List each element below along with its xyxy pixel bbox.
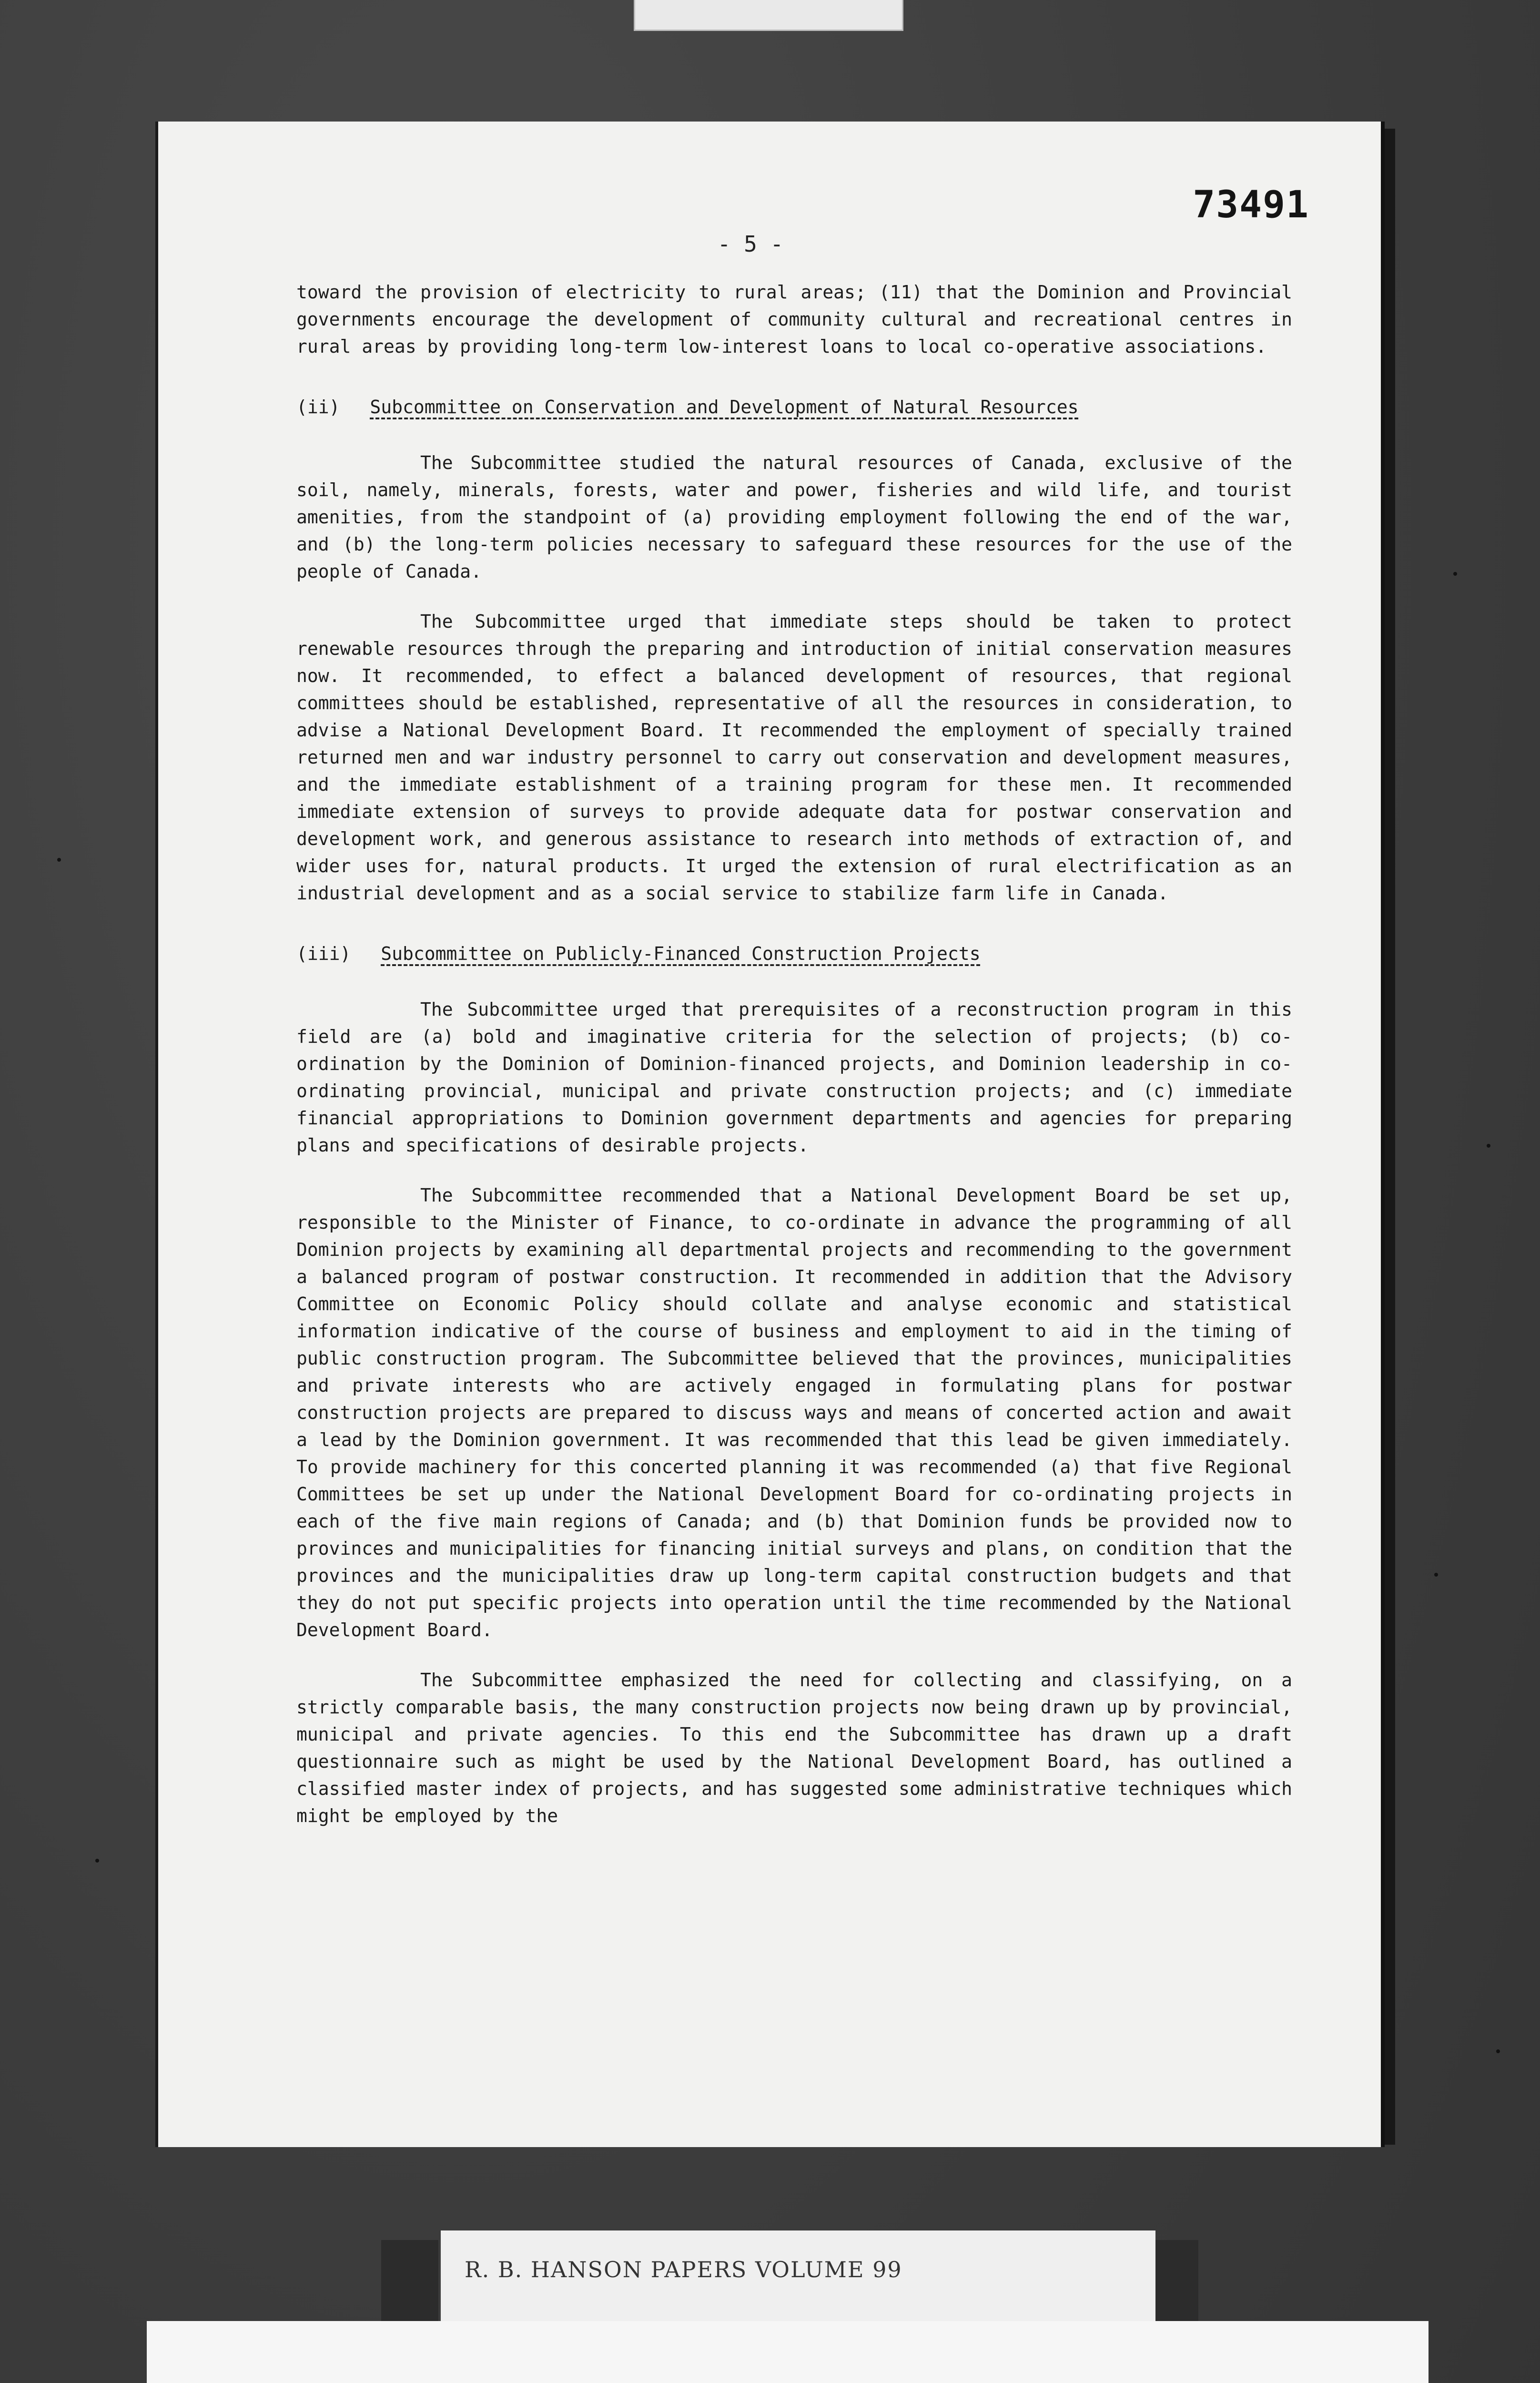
top-tab bbox=[634, 0, 903, 31]
document-body bbox=[296, 279, 1292, 1853]
section-title: Subcommittee on Publicly-Financed Construction Projects bbox=[381, 943, 981, 964]
document-page bbox=[158, 122, 1381, 2147]
collection-label: R. B. HANSON PAPERS VOLUME 99 bbox=[465, 2257, 902, 2282]
section-title: Subcommittee on Conservation and Development of Natural Resources bbox=[370, 397, 1079, 418]
film-speck bbox=[57, 858, 61, 862]
film-speck bbox=[1487, 1144, 1490, 1148]
collection-label-strip bbox=[441, 2230, 1155, 2321]
strip-shadow-right bbox=[1155, 2240, 1198, 2321]
film-speck bbox=[1453, 572, 1457, 576]
paragraph: The Subcommittee urged that immediate steps should be taken to protect renewable resources through the preparing and introduction of initial conservation measures now. It recommended, to effect a balanced development of resources, that regional committees should be established, representative of all the resources in consideration, to advise a National Development Board. It recommended the employment of specially trained returned men and war industry personnel to carry out conservation and development measures, and the immediate establishment of a training program for these men. It recommended immediate extension of surveys to provide adequate data for postwar conservation and development work, and generous assistance to research into methods of extraction of, and wider uses for, natural products. It urged the extension of rural electrification as an industrial development and as a social service to stabilize farm life in Canada. bbox=[296, 611, 1292, 904]
section-number: (iii) bbox=[296, 943, 351, 964]
page-edge-shadow bbox=[1381, 129, 1395, 2145]
intro-paragraph: toward the provision of electricity to rural areas; (11) that the Dominion and Provincial governments encourage the development of community cultural and recreational centres in rural areas by providing long-term low-interest loans to local co-operative associations. bbox=[296, 282, 1292, 357]
document-number: 73491 bbox=[1193, 183, 1309, 226]
section-number: (ii) bbox=[296, 397, 340, 418]
paragraph: The Subcommittee urged that prerequisites of a reconstruction program in this field are (a) bold and imaginative criteria for the selection of projects; (b) co-ordination by the Dominion of Dominion-financed projects, and Dominion leadership in co-ordinating provincial, municipal and private construction projects; and (c) immediate financial appropriations to Dominion government departments and agencies for preparing plans and specifications of desirable projects. bbox=[296, 999, 1292, 1156]
paragraph: The Subcommittee recommended that a National Development Board be set up, responsible to the Minister of Finance, to co-ordinate in advance the programming of all Dominion projects by examining all departmental projects and recommending to the government a balanced program of postwar construction. It recommended in addition that the Advisory Committee on Economic Policy should collate and analyse economic and statistical information indicative of the course of business and employment to aid in the timing of public construction program. The Subcommittee believed that the provinces, municipalities and private interests who are actively engaged in formulating plans for postwar construction projects are prepared to discuss ways and means of concerted action and await a lead by the Dominion government. It was recommended that this lead be given immediately. To provide machinery for this concerted planning it was recommended (a) that five Regional Committees be set up under the National Development Board for co-ordinating projects in each of the five main regions of Canada; and (b) that Dominion funds be provided now to provinces and municipalities for financing initial surveys and plans, on condition that the provinces and the municipalities draw up long-term capital construction budgets and that they do not put specific projects into operation until the time recommended by the National Development Board. bbox=[296, 1185, 1292, 1640]
film-speck bbox=[1434, 1573, 1438, 1577]
strip-shadow-left bbox=[381, 2240, 438, 2321]
film-speck bbox=[1496, 2049, 1500, 2053]
paragraph: The Subcommittee studied the natural resources of Canada, exclusive of the soil, namely, minerals, forests, water and power, fisheries and wild life, and tourist amenities, from the standpoint of (a) providing employment following the end of the war, and (b) the long-term policies necessary to safeguard these resources for the use of the people of Canada. bbox=[296, 452, 1292, 582]
section-heading-ii bbox=[296, 394, 1292, 421]
page-number: - 5 - bbox=[717, 231, 784, 257]
section-heading-iii bbox=[296, 940, 1292, 967]
paragraph: The Subcommittee emphasized the need for collecting and classifying, on a strictly comparable basis, the many construction projects now being drawn up by provincial, municipal and private agencies. To this end the Subcommittee has drawn up a draft questionnaire such as might be used by the National Development Board, has outlined a classified master index of projects, and has suggested some administrative techniques which might be employed by the bbox=[296, 1670, 1292, 1826]
film-speck bbox=[95, 1859, 99, 1863]
archive-card bbox=[147, 2321, 1429, 2383]
